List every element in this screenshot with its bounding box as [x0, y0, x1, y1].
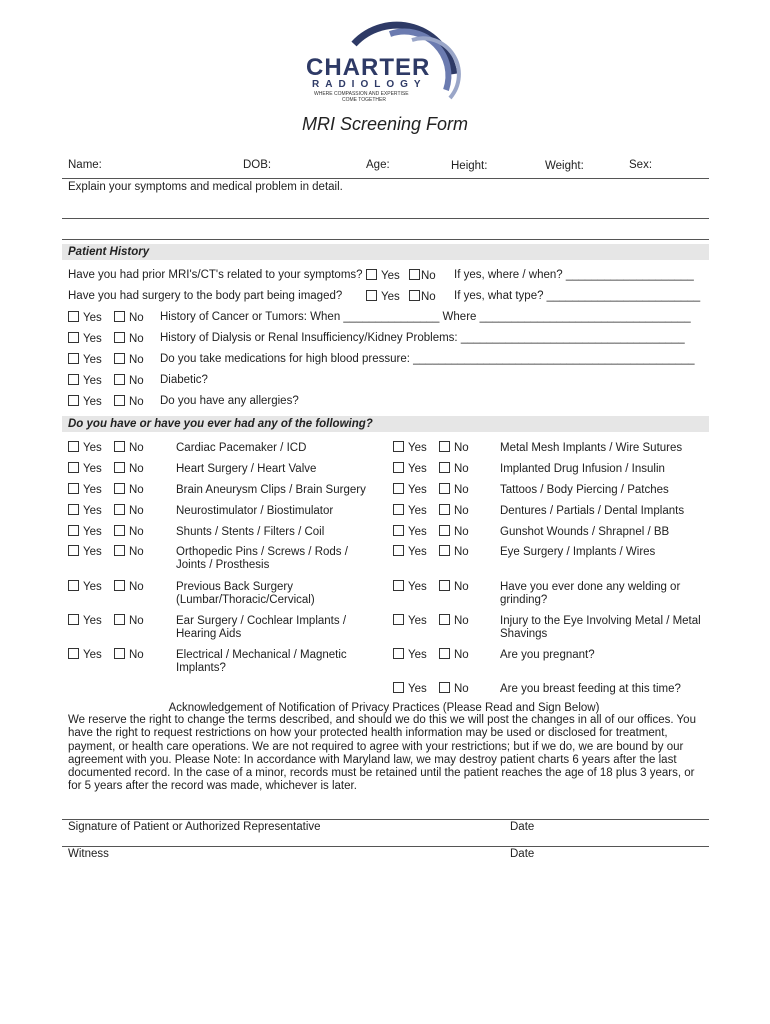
left-3-yes[interactable]: Yes [68, 504, 102, 517]
right-3-no[interactable]: No [439, 504, 469, 517]
condition-label: Previous Back Surgery (Lumbar/Thoracic/Cervical) [176, 581, 315, 606]
history-4-no[interactable]: No [114, 395, 144, 408]
age-field-label: Age: [366, 159, 390, 171]
condition-label: Cardiac Pacemaker / ICD [176, 442, 307, 454]
condition-label: Gunshot Wounds / Shrapnel / BB [500, 526, 670, 538]
left-5-yes[interactable]: Yes [68, 545, 102, 558]
condition-label: Brain Aneurysm Clips / Brain Surgery [176, 484, 366, 496]
right-5-no[interactable]: No [439, 545, 469, 558]
left-4-no[interactable]: No [114, 525, 144, 538]
checkbox-icon[interactable] [68, 441, 79, 452]
patient-history-header: Patient History [62, 244, 709, 260]
condition-label: Have you ever done any welding or grinding? [500, 581, 681, 606]
checkbox-icon[interactable] [393, 462, 404, 473]
checkbox-icon[interactable] [409, 269, 420, 280]
right-4-yes[interactable]: Yes [393, 525, 427, 538]
dob-field-label: DOB: [243, 159, 272, 171]
witness-date-label: Date [510, 848, 535, 860]
condition-label: Metal Mesh Implants / Wire Sutures [500, 442, 683, 454]
checkbox-icon[interactable] [439, 682, 450, 693]
checkbox-icon[interactable] [114, 483, 125, 494]
right-6-yes[interactable]: Yes [393, 580, 427, 593]
right-7-yes[interactable]: Yes [393, 614, 427, 627]
checkbox-icon[interactable] [68, 545, 79, 556]
right-8-yes[interactable]: Yes [393, 648, 427, 661]
right-0-yes[interactable]: Yes [393, 441, 427, 454]
witness-line[interactable] [62, 846, 709, 847]
left-2-no[interactable]: No [114, 483, 144, 496]
checkbox-icon[interactable] [114, 441, 125, 452]
checkbox-icon[interactable] [68, 483, 79, 494]
surgery-yes[interactable]: Yes [366, 290, 400, 303]
right-6-no[interactable]: No [439, 580, 469, 593]
checkbox-icon[interactable] [68, 311, 79, 322]
checkbox-icon[interactable] [439, 614, 450, 625]
checkbox-icon[interactable] [439, 441, 450, 452]
condition-label: Implanted Drug Infusion / Insulin [500, 463, 665, 475]
condition-label: Dentures / Partials / Dental Implants [500, 505, 685, 517]
right-7-no[interactable]: No [439, 614, 469, 627]
condition-label: Shunts / Stents / Filters / Coil [176, 526, 325, 538]
checkbox-icon[interactable] [68, 395, 79, 406]
checkbox-icon[interactable] [439, 648, 450, 659]
condition-label: Ear Surgery / Cochlear Implants / Hearing Aids [176, 615, 347, 640]
surgery-followup: If yes, what type? ________________________ [454, 290, 701, 302]
checkbox-icon[interactable] [68, 525, 79, 536]
checkbox-icon[interactable] [68, 614, 79, 625]
right-3-yes[interactable]: Yes [393, 504, 427, 517]
ack-title: Acknowledgement of Notification of Privacy Practices (Please Read and Sign Below) [168, 702, 600, 714]
checkbox-icon[interactable] [393, 682, 404, 693]
checkbox-icon[interactable] [393, 545, 404, 556]
condition-label: Orthopedic Pins / Screws / Rods / Joints / Prosthesis [176, 546, 348, 571]
right-1-no[interactable]: No [439, 462, 469, 475]
right-5-yes[interactable]: Yes [393, 545, 427, 558]
condition-label: Injury to the Eye Involving Metal / Metal Shavings [500, 615, 701, 640]
following-header: Do you have or have you ever had any of the following? [62, 416, 709, 432]
explain-line-2[interactable] [62, 239, 709, 240]
prior-mri-yes[interactable]: Yes [366, 269, 400, 282]
surgery-question: Have you had surgery to the body part being imaged? [68, 290, 343, 302]
checkbox-icon[interactable] [114, 353, 125, 364]
checkbox-icon[interactable] [68, 353, 79, 364]
history-1-no[interactable]: No [114, 332, 144, 345]
signature-line[interactable] [62, 819, 709, 820]
right-1-yes[interactable]: Yes [393, 462, 427, 475]
left-7-no[interactable]: No [114, 614, 144, 627]
history-2-no[interactable]: No [114, 353, 144, 366]
left-5-no[interactable]: No [114, 545, 144, 558]
checkbox-icon[interactable] [68, 504, 79, 515]
checkbox-icon[interactable] [114, 648, 125, 659]
checkbox-icon[interactable] [114, 332, 125, 343]
checkbox-icon[interactable] [68, 648, 79, 659]
right-4-no[interactable]: No [439, 525, 469, 538]
left-4-yes[interactable]: Yes [68, 525, 102, 538]
checkbox-icon[interactable] [114, 580, 125, 591]
checkbox-icon[interactable] [393, 441, 404, 452]
condition-label: Eye Surgery / Implants / Wires [500, 546, 656, 558]
right-9-yes[interactable]: Yes [393, 682, 427, 695]
checkbox-icon[interactable] [393, 614, 404, 625]
checkbox-icon[interactable] [393, 504, 404, 515]
checkbox-icon[interactable] [114, 614, 125, 625]
explain-label: Explain your symptoms and medical problem in detail. [68, 181, 343, 193]
history-4-yes[interactable]: Yes [68, 395, 102, 408]
history-question: Diabetic? [160, 374, 208, 386]
condition-label: Neurostimulator / Biostimulator [176, 505, 334, 517]
prior-mri-no[interactable]: No [409, 269, 436, 282]
condition-label: Are you breast feeding at this time? [500, 683, 681, 695]
checkbox-icon[interactable] [409, 290, 420, 301]
condition-label: Heart Surgery / Heart Valve [176, 463, 317, 475]
checkbox-icon[interactable] [68, 374, 79, 385]
history-0-no[interactable]: No [114, 311, 144, 324]
checkbox-icon[interactable] [439, 462, 450, 473]
checkbox-icon[interactable] [439, 483, 450, 494]
checkbox-icon[interactable] [393, 483, 404, 494]
history-3-yes[interactable]: Yes [68, 374, 102, 387]
witness-label: Witness [68, 848, 109, 860]
checkbox-icon[interactable] [439, 545, 450, 556]
left-8-no[interactable]: No [114, 648, 144, 661]
surgery-no[interactable]: No [409, 290, 436, 303]
fields-underline [62, 178, 709, 179]
left-6-no[interactable]: No [114, 580, 144, 593]
checkbox-icon[interactable] [114, 545, 125, 556]
checkbox-icon[interactable] [439, 580, 450, 591]
checkbox-icon[interactable] [114, 504, 125, 515]
checkbox-icon[interactable] [114, 462, 125, 473]
left-3-no[interactable]: No [114, 504, 144, 517]
right-2-yes[interactable]: Yes [393, 483, 427, 496]
checkbox-icon[interactable] [68, 580, 79, 591]
left-6-yes[interactable]: Yes [68, 580, 102, 593]
checkbox-icon[interactable] [393, 580, 404, 591]
checkbox-icon[interactable] [68, 332, 79, 343]
condition-label: Electrical / Mechanical / Magnetic Implants? [176, 649, 347, 674]
sex-field-label: Sex: [629, 159, 653, 171]
checkbox-icon[interactable] [114, 395, 125, 406]
logo-tagline-1: WHERE COMPASSION AND EXPERTISE [314, 91, 409, 97]
checkbox-icon[interactable] [439, 525, 450, 536]
left-1-no[interactable]: No [114, 462, 144, 475]
left-2-yes[interactable]: Yes [68, 483, 102, 496]
history-2-yes[interactable]: Yes [68, 353, 102, 366]
ack-body: We reserve the right to change the terms described, and should we do this we will post the changes in all of our offices. You have the right to request restrictions on how your protected health information may be used or disclosed for treatment, payment, or health care operations. We are not required to agree with your restrictions; but if we do, we are bound by our agreement with you. Please Note: In accordance with Maryland law, we may destroy patient charts 6 years after the last documented record. In the case of a minor, records must be retained until the patient reaches the age of 18 plus 3 years, or for 5 years after the record was made, whichever is later. [68, 714, 696, 793]
history-1-yes[interactable]: Yes [68, 332, 102, 345]
history-question: Do you take medications for high blood pressure: ____________________________________________ [160, 353, 695, 365]
right-8-no[interactable]: No [439, 648, 469, 661]
checkbox-icon[interactable] [114, 374, 125, 385]
prior-mri-followup: If yes, where / when? ____________________ [454, 269, 694, 281]
logo-tagline-2: COME TOGETHER [342, 97, 386, 103]
history-question: History of Cancer or Tumors: When _______________ Where _________________________________ [160, 311, 691, 323]
checkbox-icon[interactable] [68, 462, 79, 473]
explain-line-1[interactable] [62, 218, 709, 219]
checkbox-icon[interactable] [114, 525, 125, 536]
condition-label: Are you pregnant? [500, 649, 595, 661]
checkbox-icon[interactable] [366, 269, 377, 280]
left-7-yes[interactable]: Yes [68, 614, 102, 627]
checkbox-icon[interactable] [366, 290, 377, 301]
left-1-yes[interactable]: Yes [68, 462, 102, 475]
history-question: History of Dialysis or Renal Insufficiency/Kidney Problems: ___________________________________ [160, 332, 685, 344]
weight-field-label: Weight: [545, 160, 584, 172]
logo-sub: RADIOLOGY [312, 79, 427, 90]
history-3-no[interactable]: No [114, 374, 144, 387]
left-8-yes[interactable]: Yes [68, 648, 102, 661]
prior-mri-question: Have you had prior MRI's/CT's related to your symptoms? [68, 269, 363, 281]
checkbox-icon[interactable] [393, 525, 404, 536]
checkbox-icon[interactable] [114, 311, 125, 322]
signature-label: Signature of Patient or Authorized Representative [68, 821, 321, 833]
checkbox-icon[interactable] [439, 504, 450, 515]
checkbox-icon[interactable] [393, 648, 404, 659]
right-0-no[interactable]: No [439, 441, 469, 454]
left-0-yes[interactable]: Yes [68, 441, 102, 454]
logo-name: CHARTER [306, 54, 431, 81]
condition-label: Tattoos / Body Piercing / Patches [500, 484, 669, 496]
history-0-yes[interactable]: Yes [68, 311, 102, 324]
history-question: Do you have any allergies? [160, 395, 299, 407]
right-9-no[interactable]: No [439, 682, 469, 695]
signature-date-label: Date [510, 821, 535, 833]
height-field-label: Height: [451, 160, 488, 172]
name-field-label: Name: [68, 159, 102, 171]
left-0-no[interactable]: No [114, 441, 144, 454]
page-title: MRI Screening Form [301, 114, 469, 134]
right-2-no[interactable]: No [439, 483, 469, 496]
